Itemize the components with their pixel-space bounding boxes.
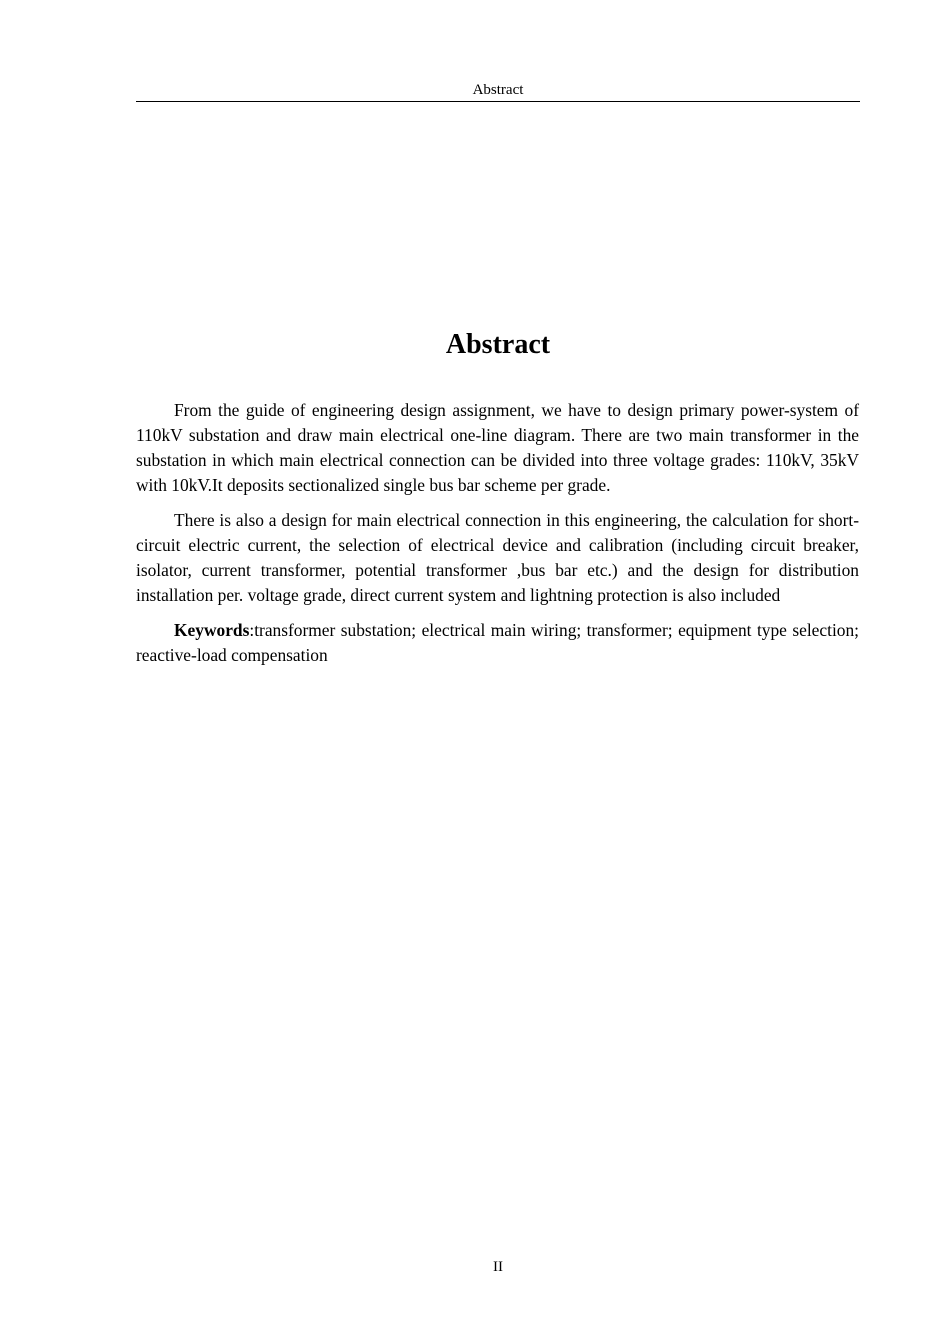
abstract-paragraph: From the guide of engineering design assignment, we have to design primary power-system of 110kV substation and draw main electrical one-line diagram. There are two main transformer in the substation in which main electrical connection can be divided into three voltage grades: 110kV, 35kV with 10kV.It deposits sectionalized single bus bar scheme per grade. <box>136 400 859 495</box>
keywords-paragraph <box>136 618 859 668</box>
keywords-label: Keywords <box>174 620 250 640</box>
keywords-text: :transformer substation; electrical main wiring; transformer; equipment type selection; reactive-load compensation <box>136 620 859 665</box>
abstract-title: Abstract <box>445 329 551 360</box>
abstract-body <box>136 398 859 678</box>
running-header: Abstract <box>136 80 860 102</box>
page-number: II <box>493 1259 503 1275</box>
abstract-paragraph: There is also a design for main electrical connection in this engineering, the calculation for short-circuit electric current, the selection of electrical device and calibration (including circuit breaker, isolator, current transformer, potential transformer ,bus bar etc.) and the design for distribution installation per. voltage grade, direct current system and lightning protection is also included <box>136 510 859 605</box>
